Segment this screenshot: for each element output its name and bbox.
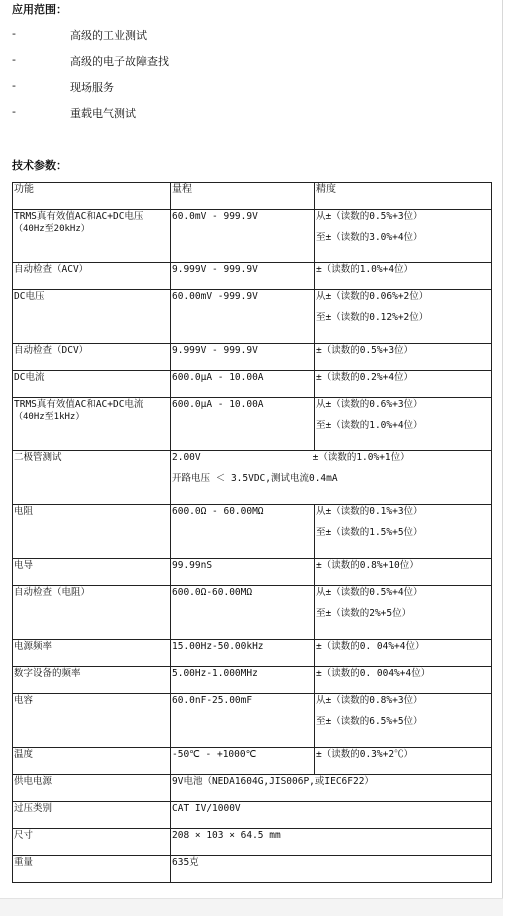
accuracy-cell: ±（读数的1.0%+4位） — [316, 264, 414, 275]
bullet-dash: - — [12, 27, 16, 40]
function-cell: 数字设备的频率 — [14, 668, 81, 679]
table-row — [13, 775, 492, 802]
range-cell: 5.00Hz-1.000MHz — [172, 668, 258, 679]
table-row — [13, 694, 492, 748]
specs-title: 技术参数： — [12, 159, 67, 172]
table-row — [13, 856, 492, 883]
function-cell: DC电流 — [14, 372, 45, 383]
function-cell: 电导 — [14, 560, 34, 571]
bottom-strip — [0, 898, 503, 916]
range-cell: 9V电池（NEDA1604G,JIS006P,或IEC6F22） — [172, 776, 374, 787]
accuracy-cell: 从±（读数的0.06%+2位） — [316, 291, 429, 302]
table-row — [13, 802, 492, 829]
range-cell: 600.0Ω - 60.00MΩ — [172, 506, 264, 517]
function-cell: 供电电源 — [14, 776, 53, 787]
accuracy-cell: ±（读数的0.8%+10位） — [316, 560, 419, 571]
header-range: 量程 — [171, 183, 315, 210]
range-cell: 9.999V - 999.9V — [172, 345, 258, 356]
accuracy-cell: 至±（读数的6.5%+5位） — [316, 716, 423, 727]
specs-table — [12, 182, 492, 883]
function-cell: 尺寸 — [14, 830, 34, 841]
table-row — [13, 263, 492, 290]
range-cell: 208 × 103 × 64.5 mm — [172, 830, 281, 841]
table-row — [13, 371, 492, 398]
application-text: 现场服务 — [70, 81, 114, 94]
header-accuracy: 精度 — [315, 183, 492, 210]
table-row — [13, 586, 492, 640]
function-cell: 温度 — [14, 749, 34, 760]
range-cell: -50℃ - +1000℃ — [172, 749, 257, 760]
accuracy-cell: ±（读数的0.5%+3位） — [316, 345, 414, 356]
accuracy-cell: 至±（读数的0.12%+2位） — [316, 312, 429, 323]
application-text: 高级的工业测试 — [70, 29, 147, 42]
diode-note: 开路电压 ＜ 3.5VDC,测试电流0.4mA — [172, 473, 338, 484]
range-cell: 2.00V — [172, 452, 201, 463]
table-row — [13, 748, 492, 775]
table-row — [13, 210, 492, 263]
function-cell: TRMS真有效值AC和AC+DC电流 — [14, 399, 144, 410]
page-border — [502, 0, 503, 915]
application-text: 重载电气测试 — [70, 107, 136, 120]
range-cell: 99.99nS — [172, 560, 213, 571]
application-text: 高级的电子故障查找 — [70, 55, 169, 68]
applications-title: 应用范围： — [12, 3, 67, 16]
table-row — [13, 451, 492, 505]
bullet-dash: - — [12, 79, 16, 92]
accuracy-cell: ±（读数的0. 004%+4位） — [316, 668, 431, 679]
table-row — [13, 290, 492, 344]
range-cell: 60.0nF-25.00mF — [172, 695, 253, 706]
function-cell: 自动检查（ACV） — [14, 264, 89, 275]
range-cell: 600.0μA - 10.00A — [172, 372, 264, 383]
accuracy-cell: ±（读数的0. 04%+4位） — [316, 641, 425, 652]
function-cell: TRMS真有效值AC和AC+DC电压 — [14, 211, 144, 222]
application-item — [12, 79, 472, 95]
function-cell: DC电压 — [14, 291, 45, 302]
function-cell: 自动检查（DCV） — [14, 345, 89, 356]
range-cell: 9.999V - 999.9V — [172, 264, 258, 275]
table-row — [13, 505, 492, 559]
range-cell: 60.00mV -999.9V — [172, 291, 258, 302]
bullet-dash: - — [12, 105, 16, 118]
range-cell: 600.0Ω-60.00MΩ — [172, 587, 253, 598]
bullet-dash: - — [12, 53, 16, 66]
accuracy-cell: 从±（读数的0.5%+4位） — [316, 587, 423, 598]
table-header-row — [13, 183, 492, 210]
application-item — [12, 105, 472, 121]
table-row — [13, 667, 492, 694]
range-cell: 60.0mV - 999.9V — [172, 211, 258, 222]
accuracy-cell: 从±（读数的0.1%+3位） — [316, 506, 423, 517]
accuracy-cell: 从±（读数的0.6%+3位） — [316, 399, 423, 410]
accuracy-cell: 至±（读数的1.0%+4位） — [316, 420, 423, 431]
header-function: 功能 — [13, 183, 171, 210]
function-cell: 自动检查（电阻） — [14, 587, 91, 598]
accuracy-cell: ±（读数的1.0%+1位） — [312, 452, 410, 463]
accuracy-cell: 至±（读数的2%+5位） — [316, 608, 412, 619]
table-row — [13, 344, 492, 371]
function-cell: 电源频率 — [14, 641, 53, 652]
accuracy-cell: 从±（读数的0.8%+3位） — [316, 695, 423, 706]
function-subline: （40Hz至1kHz） — [14, 412, 85, 422]
accuracy-cell: 至±（读数的3.0%+4位） — [316, 232, 423, 243]
accuracy-cell: 从±（读数的0.5%+3位） — [316, 211, 423, 222]
accuracy-cell: ±（读数的0.3%+2℃） — [316, 749, 414, 760]
range-cell: 15.00Hz-50.00kHz — [172, 641, 264, 652]
function-cell: 电阻 — [14, 506, 34, 517]
range-cell: 635克 — [172, 857, 199, 868]
range-cell: 600.0μA - 10.00A — [172, 399, 264, 410]
function-cell: 电容 — [14, 695, 34, 706]
accuracy-cell: ±（读数的0.2%+4位） — [316, 372, 414, 383]
function-cell: 重量 — [14, 857, 34, 868]
table-row — [13, 559, 492, 586]
function-cell: 过压类别 — [14, 803, 53, 814]
function-subline: （40Hz至20kHz） — [14, 224, 90, 234]
range-cell: CAT IV/1000V — [172, 803, 241, 814]
function-cell: 二极管测试 — [14, 452, 62, 463]
application-item — [12, 27, 472, 43]
table-row — [13, 829, 492, 856]
accuracy-cell: 至±（读数的1.5%+5位） — [316, 527, 423, 538]
application-item — [12, 53, 472, 69]
table-row — [13, 398, 492, 451]
table-row — [13, 640, 492, 667]
